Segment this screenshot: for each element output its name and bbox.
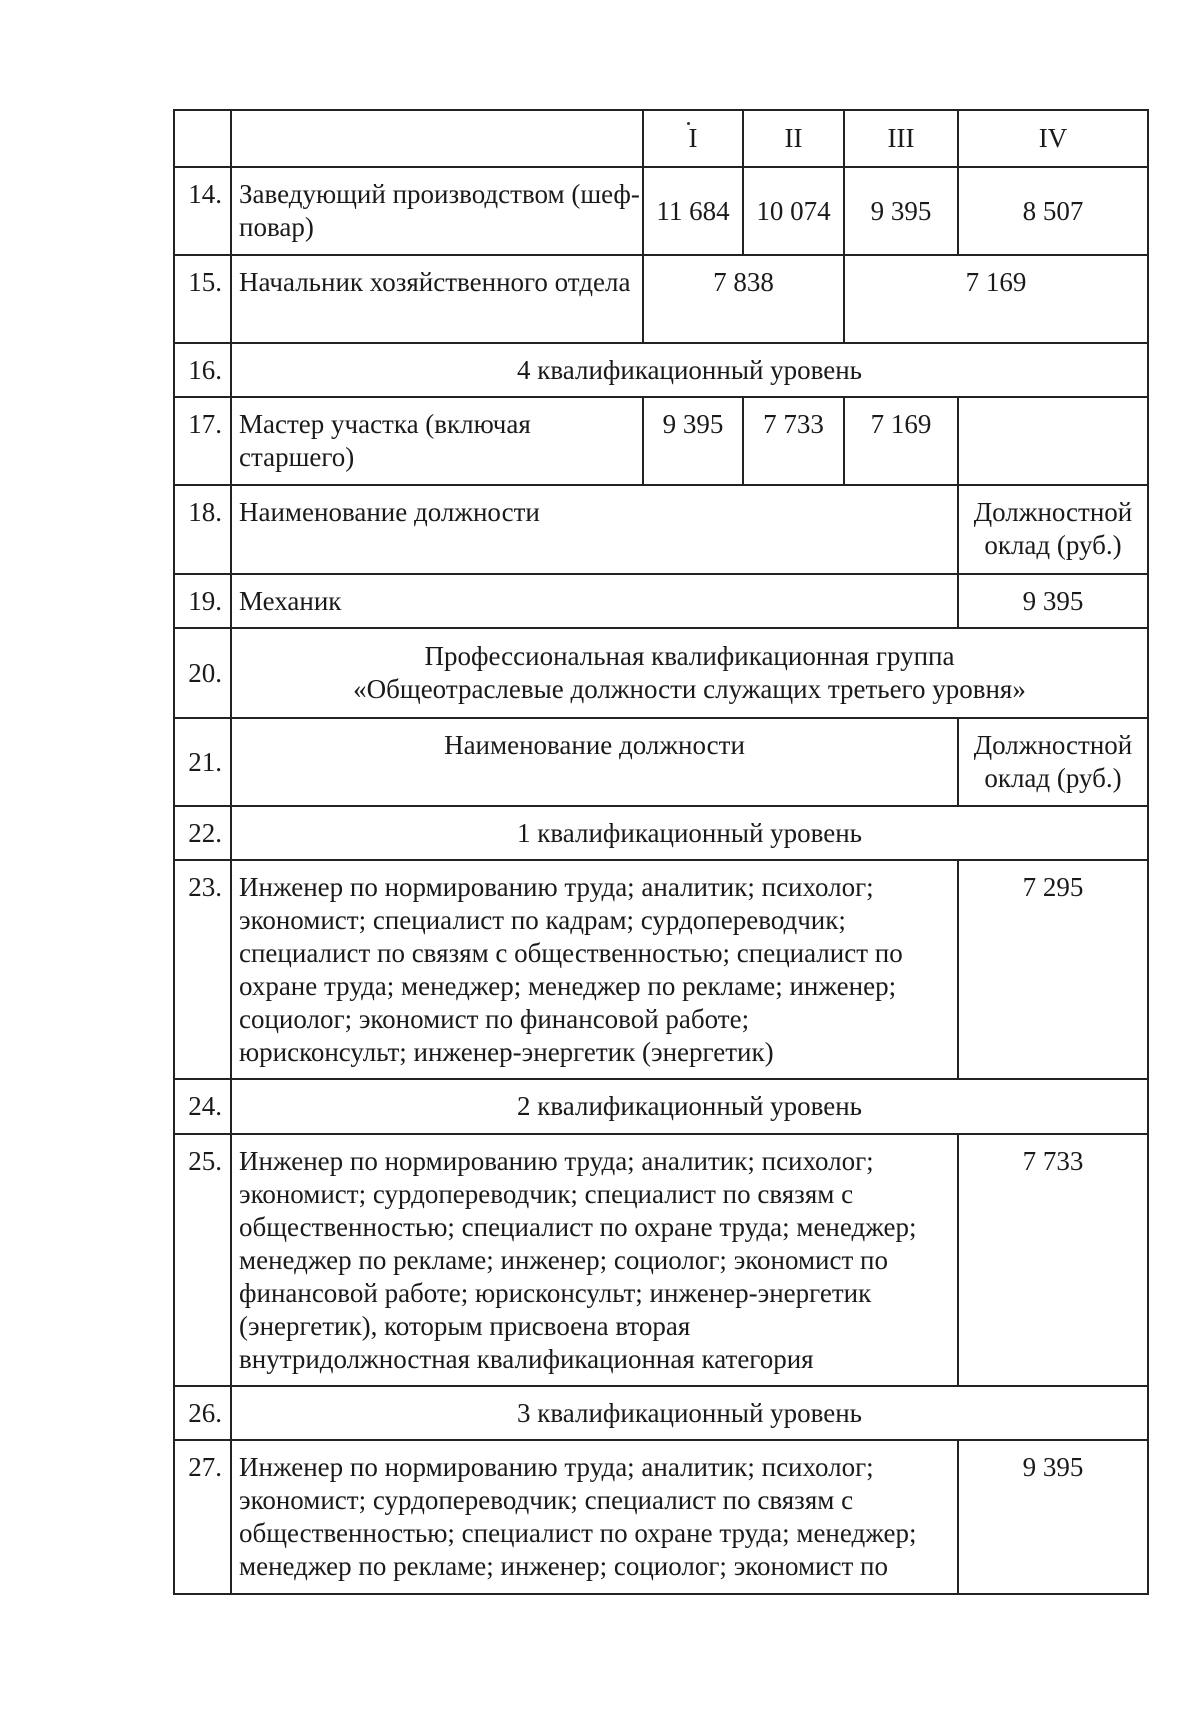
salary-heading-line-2: оклад (руб.) (984, 763, 1122, 793)
salary-cat-4 (958, 397, 1148, 485)
row-number: 16. (174, 343, 231, 397)
table-row-23 (174, 860, 1148, 1079)
table-row-16 (174, 343, 1148, 397)
position-list-line: общественностью; специалист по охране труда; менеджер; (239, 1212, 917, 1242)
salary-value: 9 395 (958, 574, 1148, 628)
salary-cat-3-4: 7 169 (844, 255, 1148, 343)
position-list-line: экономист; сурдопереводчик; специалист по связям с (239, 1179, 854, 1209)
table-row-26 (174, 1386, 1148, 1440)
qualification-level-heading: 4 квалификационный уровень (231, 343, 1148, 397)
row-number: 25. (174, 1134, 231, 1386)
salary-heading-line-1: Должностной (973, 730, 1133, 760)
salary-value: 9 395 (958, 1440, 1148, 1594)
position-list-line: общественностью; специалист по охране труда; менеджер; (239, 1518, 917, 1548)
header-col-2: II (743, 110, 844, 167)
position-list (231, 860, 958, 1079)
position-list-line: менеджер по рекламе; инженер; социолог; экономист по (239, 1245, 888, 1275)
row-number: 21. (174, 718, 231, 806)
row-number: 20. (174, 628, 231, 718)
salary-heading-line-1: Должностной (973, 497, 1133, 527)
position-list-line: менеджер по рекламе; инженер; социолог; экономист по (239, 1551, 888, 1581)
row-number: 17. (174, 397, 231, 485)
position-list-line: Инженер по нормированию труда; аналитик; психолог; (239, 1452, 874, 1482)
header-col-1: I (643, 110, 743, 167)
column-heading-salary (958, 485, 1148, 574)
position-title: Мастер участка (включая старшего) (231, 397, 643, 485)
table-row-24 (174, 1079, 1148, 1134)
position-list-line: Инженер по нормированию труда; аналитик; психолог; (239, 1146, 874, 1176)
row-number: 26. (174, 1386, 231, 1440)
row-number: 18. (174, 485, 231, 574)
table-row-17 (174, 397, 1148, 485)
row-number: 23. (174, 860, 231, 1079)
table-row-27 (174, 1440, 1148, 1594)
salary-cat-2: 7 733 (743, 397, 844, 485)
row-number: 15. (174, 255, 231, 343)
row-number: 27. (174, 1440, 231, 1594)
qualification-level-heading: 3 квалификационный уровень (231, 1386, 1148, 1440)
table-row-20 (174, 628, 1148, 718)
header-col-4: IV (958, 110, 1148, 167)
salary-cat-4: 8 507 (958, 167, 1148, 255)
position-title: Заведующий производством (шеф-повар) (231, 167, 643, 255)
salary-cat-3: 7 169 (844, 397, 958, 485)
column-heading-salary (958, 718, 1148, 806)
position-list-line: специалист по связям с общественностью; специалист по (239, 938, 903, 968)
row-number: 24. (174, 1079, 231, 1134)
salary-cat-3: 9 395 (844, 167, 958, 255)
position-list-line: экономист; специалист по кадрам; сурдопереводчик; (239, 905, 846, 935)
table-row-19 (174, 574, 1148, 628)
table-header-row (174, 110, 1148, 167)
salary-value: 7 733 (958, 1134, 1148, 1386)
table-row-15 (174, 255, 1148, 343)
group-heading-line-2: «Общеотраслевые должности служащих третьего уровня» (353, 674, 1026, 704)
table-row-21 (174, 718, 1148, 806)
qualification-level-heading: 2 квалификационный уровень (231, 1079, 1148, 1134)
row-number: 14. (174, 167, 231, 255)
position-list (231, 1134, 958, 1386)
header-num-cell (174, 110, 231, 167)
position-list-line: социолог; экономист по финансовой работе; (239, 1004, 750, 1034)
salary-heading-line-2: оклад (руб.) (984, 530, 1122, 560)
position-list (231, 1440, 958, 1594)
salary-cat-1: 11 684 (643, 167, 743, 255)
salary-cat-2: 10 074 (743, 167, 844, 255)
header-col-3: III (844, 110, 958, 167)
position-list-line: внутридолжностная квалификационная категория (239, 1344, 814, 1374)
position-title: Начальник хозяйственного отдела (231, 255, 643, 343)
table-row-25 (174, 1134, 1148, 1386)
table-row-14 (174, 167, 1148, 255)
salary-cat-1-2: 7 838 (643, 255, 844, 343)
header-title-cell (231, 110, 643, 167)
column-heading-position: Наименование должности (231, 718, 958, 806)
position-title: Механик (231, 574, 958, 628)
position-list-line: финансовой работе; юрисконсульт; инженер-энергетик (239, 1278, 872, 1308)
position-list-line: (энергетик), которым присвоена вторая (239, 1311, 691, 1341)
group-heading-line-1: Профессиональная квалификационная группа (424, 641, 955, 671)
row-number: 22. (174, 806, 231, 860)
salary-cat-1: 9 395 (643, 397, 743, 485)
salary-value: 7 295 (958, 860, 1148, 1079)
column-heading-position: Наименование должности (231, 485, 958, 574)
table-row-22 (174, 806, 1148, 860)
position-list-line: юрисконсульт; инженер-энергетик (энергетик) (239, 1037, 774, 1067)
table-row-18 (174, 485, 1148, 574)
salary-table (173, 109, 1149, 1595)
qualification-level-heading: 1 квалификационный уровень (231, 806, 1148, 860)
position-list-line: Инженер по нормированию труда; аналитик; психолог; (239, 872, 874, 902)
position-list-line: охране труда; менеджер; менеджер по рекламе; инженер; (239, 971, 897, 1001)
professional-group-heading (231, 628, 1148, 718)
row-number: 19. (174, 574, 231, 628)
position-list-line: экономист; сурдопереводчик; специалист по связям с (239, 1485, 854, 1515)
